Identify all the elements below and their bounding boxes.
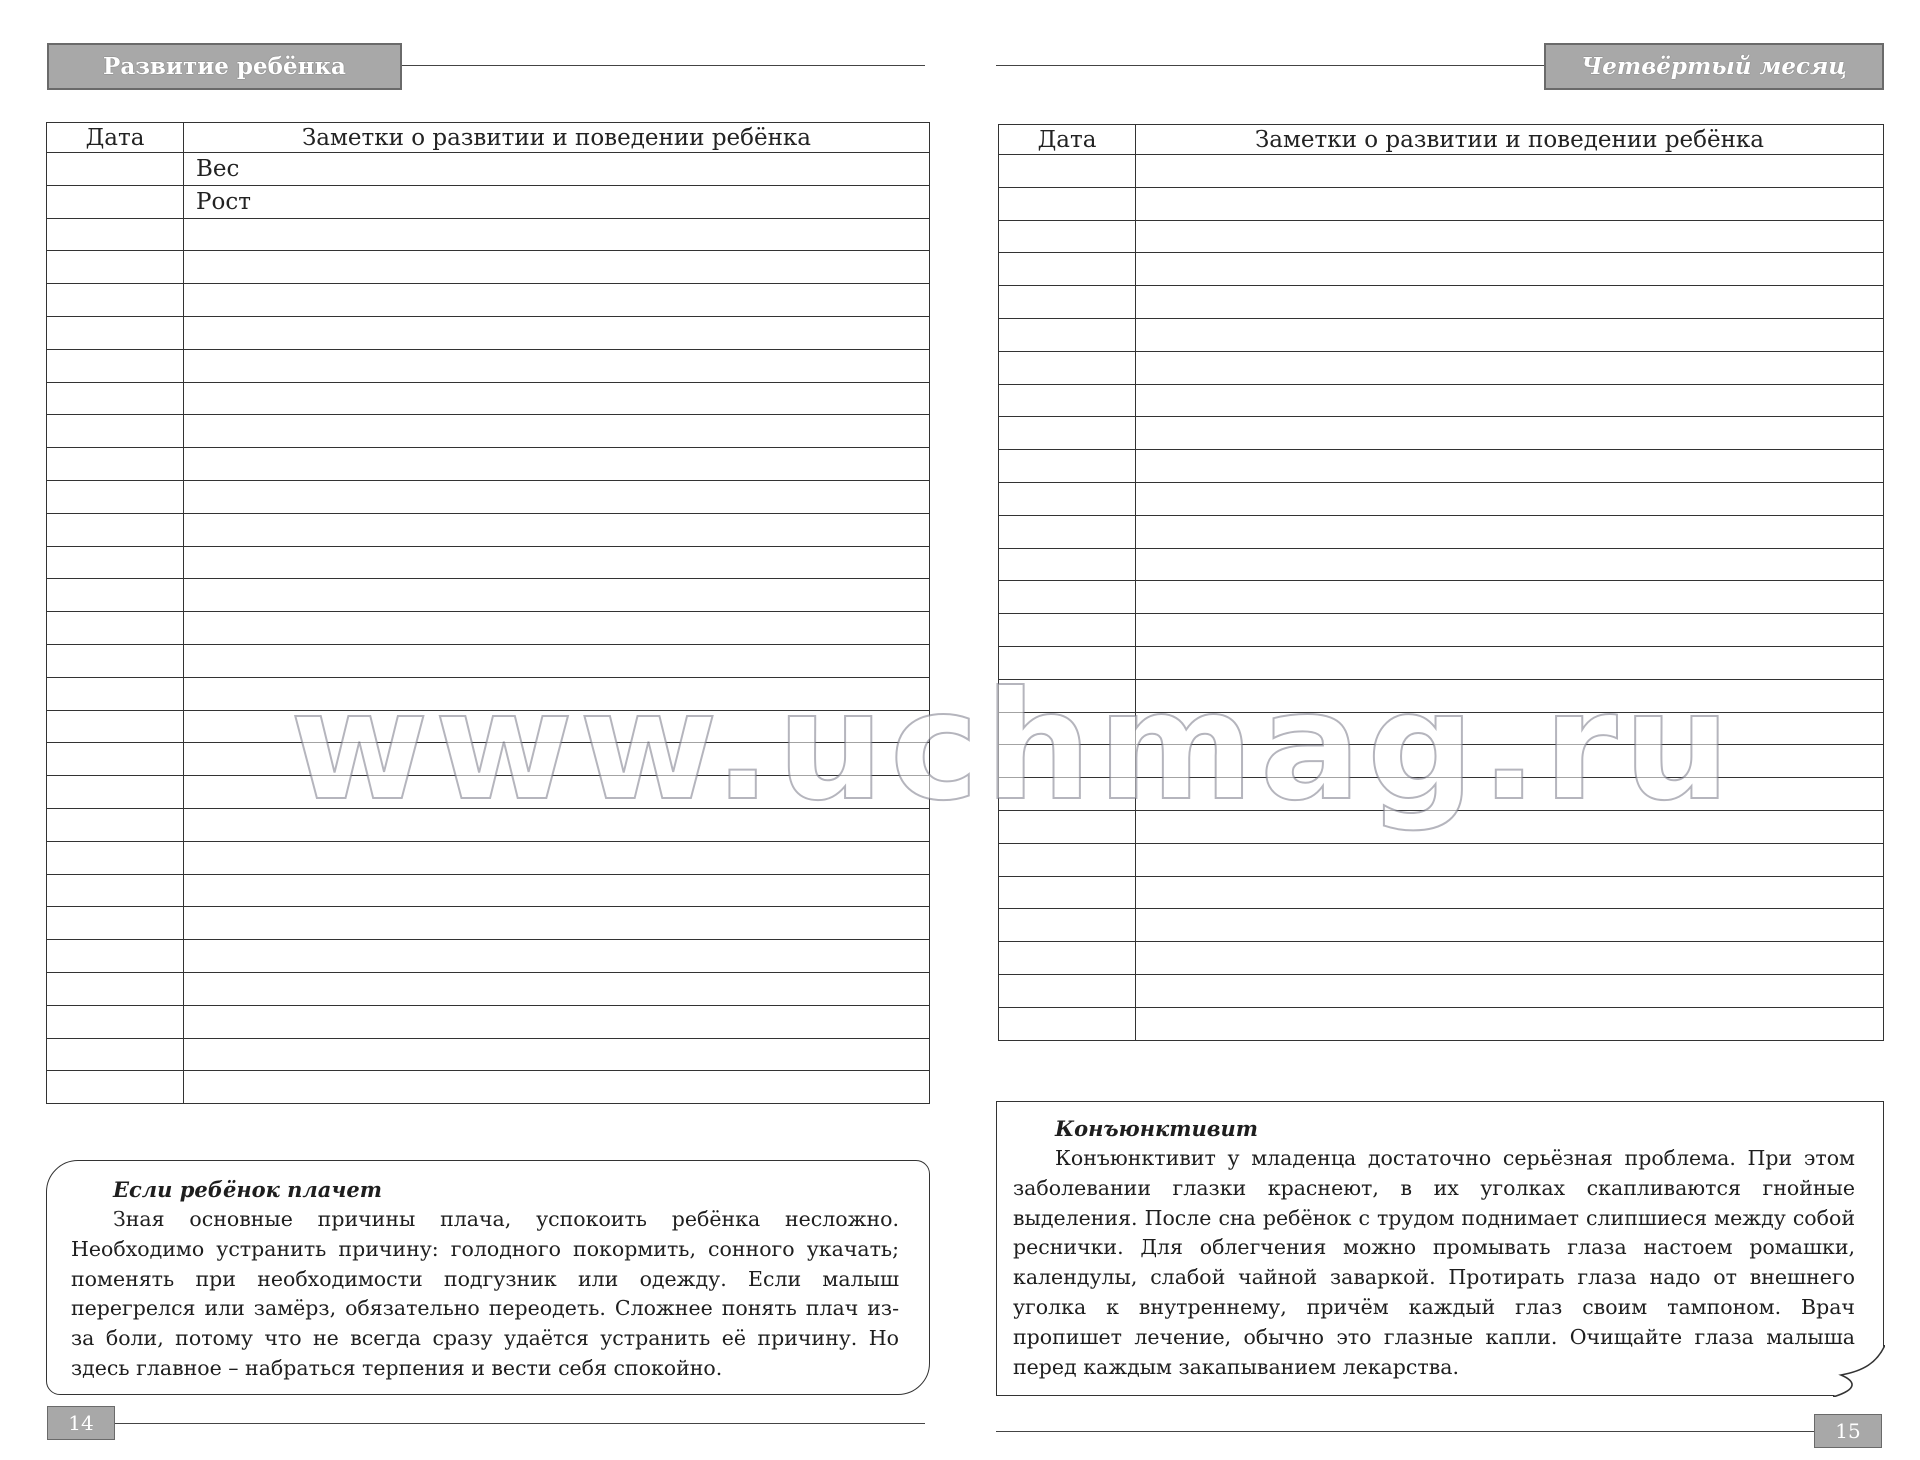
notes-cell — [184, 644, 930, 677]
table-row — [999, 253, 1884, 286]
notes-cell — [1136, 876, 1884, 909]
notes-cell — [184, 1071, 930, 1104]
notes-cell — [184, 513, 930, 546]
date-cell — [999, 581, 1136, 614]
notes-cell — [184, 415, 930, 448]
table-row — [999, 515, 1884, 548]
notes-cell — [184, 677, 930, 710]
section-header-tab: Развитие ребёнка — [47, 43, 402, 90]
table-row — [47, 579, 930, 612]
notes-cell — [1136, 909, 1884, 942]
tip-title: Конъюнктивит — [1055, 1116, 1259, 1141]
date-cell — [47, 644, 184, 677]
column-header-notes: Заметки о развитии и поведении ребёнка — [1136, 125, 1884, 155]
date-cell — [47, 415, 184, 448]
table-row — [999, 712, 1884, 745]
notes-cell — [184, 710, 930, 743]
date-cell — [47, 612, 184, 645]
date-cell — [47, 677, 184, 710]
table-row — [47, 677, 930, 710]
date-cell — [999, 909, 1136, 942]
notes-cell — [1136, 318, 1884, 351]
date-cell — [999, 220, 1136, 253]
notes-cell — [184, 776, 930, 809]
date-cell — [47, 874, 184, 907]
table-row — [47, 284, 930, 317]
header-rule — [996, 65, 1544, 66]
notes-cell — [184, 612, 930, 645]
notes-cell — [1136, 843, 1884, 876]
date-cell — [47, 710, 184, 743]
notes-cell — [1136, 745, 1884, 778]
notes-table-left — [46, 122, 930, 1104]
date-cell — [999, 679, 1136, 712]
date-cell — [47, 907, 184, 940]
footer-rule — [996, 1431, 1814, 1432]
notes-cell — [184, 972, 930, 1005]
date-cell — [47, 448, 184, 481]
date-cell — [47, 1005, 184, 1038]
notes-cell — [1136, 417, 1884, 450]
date-cell — [47, 382, 184, 415]
date-cell — [47, 185, 184, 218]
table-row — [999, 1007, 1884, 1040]
notes-cell — [1136, 384, 1884, 417]
date-cell — [47, 316, 184, 349]
table-row — [47, 776, 930, 809]
table-row — [999, 384, 1884, 417]
table-row — [999, 778, 1884, 811]
notes-cell — [184, 546, 930, 579]
notes-cell — [184, 480, 930, 513]
table-row — [999, 679, 1884, 712]
date-cell — [999, 417, 1136, 450]
page-curl-icon — [1833, 1345, 1885, 1397]
watermark: www.uchmag.ru — [290, 660, 1737, 834]
table-row — [999, 450, 1884, 483]
date-cell — [47, 1071, 184, 1104]
notes-cell — [1136, 712, 1884, 745]
notes-cell — [1136, 286, 1884, 319]
table-row — [47, 251, 930, 284]
notes-cell — [1136, 155, 1884, 188]
date-cell — [47, 579, 184, 612]
table-row — [999, 220, 1884, 253]
notes-cell — [184, 579, 930, 612]
table-row — [999, 909, 1884, 942]
table-row — [47, 743, 930, 776]
table-row — [999, 942, 1884, 975]
notes-cell — [184, 218, 930, 251]
date-cell — [999, 286, 1136, 319]
table-row — [47, 972, 930, 1005]
table-row — [47, 874, 930, 907]
date-cell — [999, 876, 1136, 909]
tip-box-crying — [46, 1160, 930, 1395]
notes-cell — [184, 316, 930, 349]
table-row — [47, 644, 930, 677]
table-row — [999, 745, 1884, 778]
column-header-date: Дата — [47, 123, 184, 153]
notes-cell — [1136, 220, 1884, 253]
notes-cell — [1136, 253, 1884, 286]
date-cell — [999, 843, 1136, 876]
date-cell — [999, 712, 1136, 745]
notes-cell — [1136, 450, 1884, 483]
table-row — [47, 415, 930, 448]
table-row — [999, 614, 1884, 647]
notes-cell — [1136, 482, 1884, 515]
date-cell — [999, 318, 1136, 351]
notes-cell — [1136, 974, 1884, 1007]
date-cell — [47, 153, 184, 186]
table-row — [999, 318, 1884, 351]
table-row — [47, 808, 930, 841]
date-cell — [999, 450, 1136, 483]
notes-cell — [184, 448, 930, 481]
notes-cell — [184, 1038, 930, 1071]
notes-table-right — [998, 124, 1884, 1041]
date-cell — [999, 187, 1136, 220]
table-row — [47, 612, 930, 645]
table-row — [47, 940, 930, 973]
date-cell — [47, 349, 184, 382]
notes-cell — [184, 251, 930, 284]
table-row — [47, 513, 930, 546]
table-row — [47, 546, 930, 579]
table-row — [47, 316, 930, 349]
date-cell — [47, 251, 184, 284]
notes-cell — [184, 382, 930, 415]
notes-cell — [184, 284, 930, 317]
date-cell — [999, 646, 1136, 679]
notes-cell — [184, 808, 930, 841]
table-row — [47, 153, 930, 186]
date-cell — [999, 515, 1136, 548]
date-cell — [999, 614, 1136, 647]
date-cell — [999, 155, 1136, 188]
notes-cell: Рост — [184, 185, 930, 218]
right-page — [960, 0, 1920, 1460]
notes-cell — [1136, 646, 1884, 679]
date-cell — [47, 546, 184, 579]
date-cell — [47, 480, 184, 513]
page-number: 15 — [1814, 1414, 1882, 1448]
tip-title: Если ребёнок плачет — [113, 1177, 382, 1202]
table-row — [47, 480, 930, 513]
date-cell — [47, 1038, 184, 1071]
notes-cell — [1136, 679, 1884, 712]
notes-cell — [1136, 351, 1884, 384]
date-cell — [999, 253, 1136, 286]
table-row — [999, 351, 1884, 384]
notes-cell — [1136, 1007, 1884, 1040]
table-row — [999, 417, 1884, 450]
column-header-date: Дата — [999, 125, 1136, 155]
date-cell — [47, 808, 184, 841]
date-cell — [999, 778, 1136, 811]
notes-cell — [1136, 581, 1884, 614]
table-row — [47, 1038, 930, 1071]
table-row — [999, 810, 1884, 843]
notes-cell — [184, 874, 930, 907]
table-row — [999, 581, 1884, 614]
date-cell — [47, 841, 184, 874]
date-cell — [999, 548, 1136, 581]
column-header-notes: Заметки о развитии и поведении ребёнка — [184, 123, 930, 153]
table-row — [47, 349, 930, 382]
table-row — [999, 155, 1884, 188]
table-row — [47, 448, 930, 481]
table-row — [999, 974, 1884, 1007]
table-row — [999, 548, 1884, 581]
tip-text: Зная основные причины плача, успокоить ребёнка несложно. Необходимо устранить причину: голодного покормить, сонного укачать; поменять при необходимости подгузник или одежду. Если малыш перегрелся или замёрз, обязательно переодеть. Сложнее понять плач из-за боли, потому что не всегда сразу удаётся устранить её причину. Но здесь главное – набраться терпения и вести себя спокойно. — [71, 1207, 899, 1380]
footer-rule — [115, 1423, 925, 1424]
date-cell — [999, 942, 1136, 975]
notes-cell — [1136, 515, 1884, 548]
notes-cell: Вес — [184, 153, 930, 186]
notes-cell — [184, 841, 930, 874]
page-number: 14 — [47, 1406, 115, 1440]
table-row — [999, 876, 1884, 909]
section-header-tab: Четвёртый месяц — [1544, 43, 1884, 90]
table-row — [47, 1005, 930, 1038]
date-cell — [47, 972, 184, 1005]
table-row — [47, 185, 930, 218]
date-cell — [47, 284, 184, 317]
notes-cell — [184, 907, 930, 940]
table-row — [47, 382, 930, 415]
date-cell — [47, 940, 184, 973]
date-cell — [999, 1007, 1136, 1040]
notes-cell — [1136, 187, 1884, 220]
tip-box-conjunctivitis — [996, 1101, 1884, 1396]
table-row — [47, 218, 930, 251]
date-cell — [47, 776, 184, 809]
date-cell — [999, 974, 1136, 1007]
tip-text: Конъюнктивит у младенца достаточно серьёзная проблема. При этом заболевании глазки краснеют, в их уголках скапливаются гнойные выделения. После сна ребёнок с трудом поднимает слипшиеся между собой реснички. Для облегчения можно промывать глаза настоем ромашки, календулы, слабой чайной заваркой. Протирать глаза надо от внешнего уголка к внутреннему, причём каждый глаз своим тампоном. Врач пропишет лечение, обычно это глазные капли. Очищайте глаза малыша перед каждым закапыванием лекарства. — [1013, 1146, 1855, 1379]
table-row — [999, 187, 1884, 220]
table-row — [47, 710, 930, 743]
notes-cell — [184, 743, 930, 776]
notes-cell — [184, 940, 930, 973]
table-row — [47, 1071, 930, 1104]
date-cell — [999, 482, 1136, 515]
table-row — [999, 482, 1884, 515]
table-row — [999, 843, 1884, 876]
date-cell — [999, 351, 1136, 384]
notes-cell — [1136, 810, 1884, 843]
notes-cell — [184, 349, 930, 382]
notes-cell — [1136, 942, 1884, 975]
date-cell — [999, 384, 1136, 417]
header-rule — [402, 65, 925, 66]
notes-cell — [1136, 778, 1884, 811]
date-cell — [47, 513, 184, 546]
notes-cell — [1136, 548, 1884, 581]
date-cell — [47, 743, 184, 776]
date-cell — [999, 745, 1136, 778]
notes-cell — [1136, 614, 1884, 647]
date-cell — [47, 218, 184, 251]
table-row — [47, 907, 930, 940]
table-row — [47, 841, 930, 874]
table-row — [999, 646, 1884, 679]
notes-cell — [184, 1005, 930, 1038]
table-row — [999, 286, 1884, 319]
date-cell — [999, 810, 1136, 843]
